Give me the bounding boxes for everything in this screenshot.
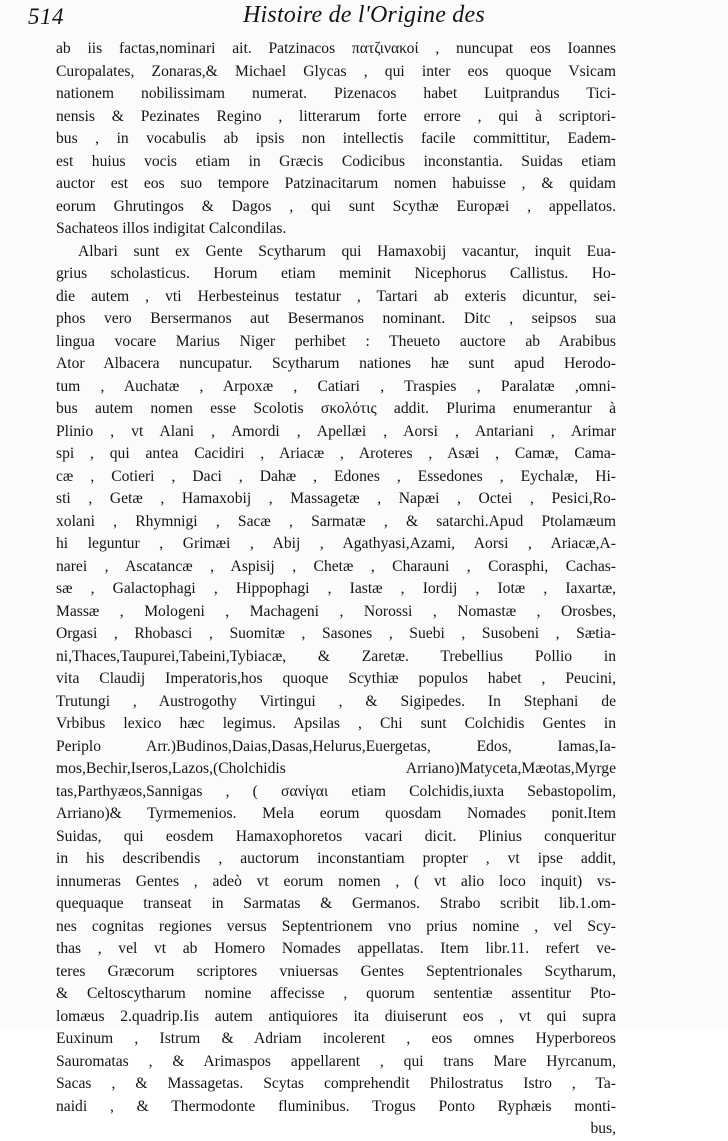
text-line: quequaque transeat in Sarmatas & Germanos. Strabo scribit lib.1.om- — [56, 895, 616, 912]
text-line: sæ , Galactophagi , Hippophagi , Iastæ , Iordij , Iotæ , Iaxartæ, — [56, 580, 616, 597]
text-line: bus , in vocabulis ab ipsis non intellectis facile committitur, Eadem- — [56, 130, 616, 147]
text-line: Massæ , Mologeni , Machageni , Norossi , Nomastæ , Orosbes, — [56, 602, 616, 620]
paragraph-start-line: Albari sunt ex Gente Scytharum qui Hamaxobij vacantur, inquit Eua- — [78, 242, 616, 260]
text-line: teres Græcorum scriptores vniuersas Gentes Septentrionales Scytharum, — [56, 962, 616, 980]
text-line: Orgasi , Rhobasci , Suomitæ , Sasones , Suebi , Susobeni , Sætia- — [56, 625, 616, 642]
text-line: ni,Thaces,Taupurei,Tabeini,Tybiacæ, & Zaretæ. Trebellius Pollio in — [56, 647, 616, 665]
page-header — [28, 2, 608, 38]
text-line: nationem nobilissimam numerat. Pizenacos habet Luitprandus Tici- — [56, 85, 616, 102]
text-line: grius scholasticus. Horum etiam meminit Nicephorus Callistus. Ho- — [56, 265, 616, 282]
text-line: tas,Parthyæos,Sannigas , ( σανίγαι etiam Colchidis,iuxta Sebastopolim, — [56, 782, 616, 800]
text-line: die autem , vti Herbesteinus testatur , Tartari ab exteris dicuntur, sei- — [56, 287, 616, 305]
text-line: nensis & Pezinates Regino , litterarum forte errore , qui à scriptori- — [56, 107, 616, 125]
text-line: Euxinum , Istrum & Adriam incolerent , eos omnes Hyperboreos — [56, 1030, 616, 1047]
text-line: & Celtoscytharum nomine affecisse , quorum sententiæ assentitur Pto- — [56, 985, 616, 1002]
text-line: Curopalates, Zonaras,& Michael Glycas , qui inter eos quoque Vsicam — [56, 62, 616, 80]
text-line: cæ , Cotieri , Daci , Dahæ , Edones , Essedones , Eychalæ, Hi- — [56, 467, 616, 485]
text-line: xolani , Rhymnigi , Sacæ , Sarmatæ , & satarchi.Apud Ptolamæum — [56, 512, 616, 530]
text-line: Vrbibus lexico hæc legimus. Apsilas , Chi sunt Colchidis Gentes in — [56, 715, 616, 732]
text-line: thas , vel vt ab Homero Nomades appellatas. Item libr.11. refert ve- — [56, 940, 616, 957]
text-line: hi leguntur , Grimæi , Abij , Agathyasi,Azami, Aorsi , Ariacæ,A- — [56, 535, 616, 552]
text-line: Arriano)& Tyrmemenios. Mela eorum quosdam Nomades ponit.Item — [56, 805, 616, 822]
text-line: Sauromatas , & Arimaspos appellarent , qui trans Mare Hyrcanum, — [56, 1052, 616, 1070]
text-line: Trutungi , Austrogothy Virtingui , & Sigipedes. In Stephani de — [56, 692, 616, 710]
text-line: Ator Albacera nuncupatur. Scytharum nationes hæ sunt apud Herodo- — [56, 355, 616, 372]
text-line: Suidas, qui eosdem Hamaxophoretos vacari dicit. Plinius conqueritur — [56, 827, 616, 845]
text-line: sti , Getæ , Hamaxobij , Massagetæ , Napæi , Octei , Pesici,Ro- — [56, 490, 616, 507]
text-line: naidi , & Thermodonte fluminibus. Trogus Ponto Ryphæis monti- — [56, 1097, 616, 1115]
text-line: est huius vocis etiam in Græcis Codicibus inconstantia. Suidas etiam — [56, 152, 616, 170]
body-text — [56, 38, 616, 1141]
text-line: auctor est eos suo tempore Patzinacitarum nomen habuisse , & quidam — [56, 175, 616, 192]
text-line: Plinio , vt Alani , Amordi , Apellæi , Aorsi , Antariani , Arimar — [56, 422, 616, 440]
text-line: phos vero Bersermanos aut Besermanos nominant. Ditc , seipsos sua — [56, 310, 616, 327]
text-line: tum , Auchatæ , Arpoxæ , Catiari , Traspies , Paralatæ ,omni- — [56, 377, 616, 395]
text-line: mos,Bechir,Iseros,Lazos,(Cholchidis Arriano)Matyceta,Mæotas,Myrge — [56, 760, 616, 777]
text-line: spi , qui antea Cacidiri , Ariacæ , Aroteres , Asæi , Camæ, Cama- — [56, 445, 616, 462]
text-line: lomæus 2.quadrip.Iis autem antiquiores ita diuiserunt eos , vt qui supra — [56, 1007, 616, 1025]
text-line: in his describendis , auctorum inconstantiam propter , vt ipse addit, — [56, 850, 616, 867]
text-line: innumeras Gentes , adeò vt eorum nomen , ( vt alio loco inquit) vs- — [56, 872, 616, 890]
text-line: Sachateos illos indigitat Calcondilas. — [56, 220, 287, 237]
text-line: ab iis factas,nominari ait. Patzinacos πατζινακοί , nuncupat eos Ioannes — [56, 40, 616, 57]
text-line: bus autem nomen esse Scolotis σκολότις addit. Plurima enumerantur à — [56, 400, 616, 417]
text-line: Sacas , & Massagetas. Scytas comprehendit Philostratus Istro , Ta- — [56, 1075, 616, 1092]
running-title: Histoire de l'Origine des — [243, 2, 485, 28]
text-line: vita Claudij Imperatoris,hos quoque Scythiæ populos habet , Peucini, — [56, 670, 616, 687]
text-line: eorum Ghrutingos & Dagos , qui sunt Scythæ Europæi , appellatos. — [56, 197, 616, 215]
page-number: 514 — [28, 4, 64, 29]
text-line: bus, — [590, 1120, 616, 1137]
text-line: Periplo Arr.)Budinos,Daias,Dasas,Helurus,Euergetas, Edos, Iamas,Ia- — [56, 737, 616, 755]
text-line: nes cognitas regiones versus Septentrionem vno prius nomine , vel Scy- — [56, 917, 616, 935]
text-line: lingua vocare Marius Niger perhibet : Theueto auctore ab Arabibus — [56, 332, 616, 350]
text-line: narei , Ascatancæ , Aspisij , Chetæ , Charauni , Corasphi, Cachas- — [56, 557, 616, 575]
